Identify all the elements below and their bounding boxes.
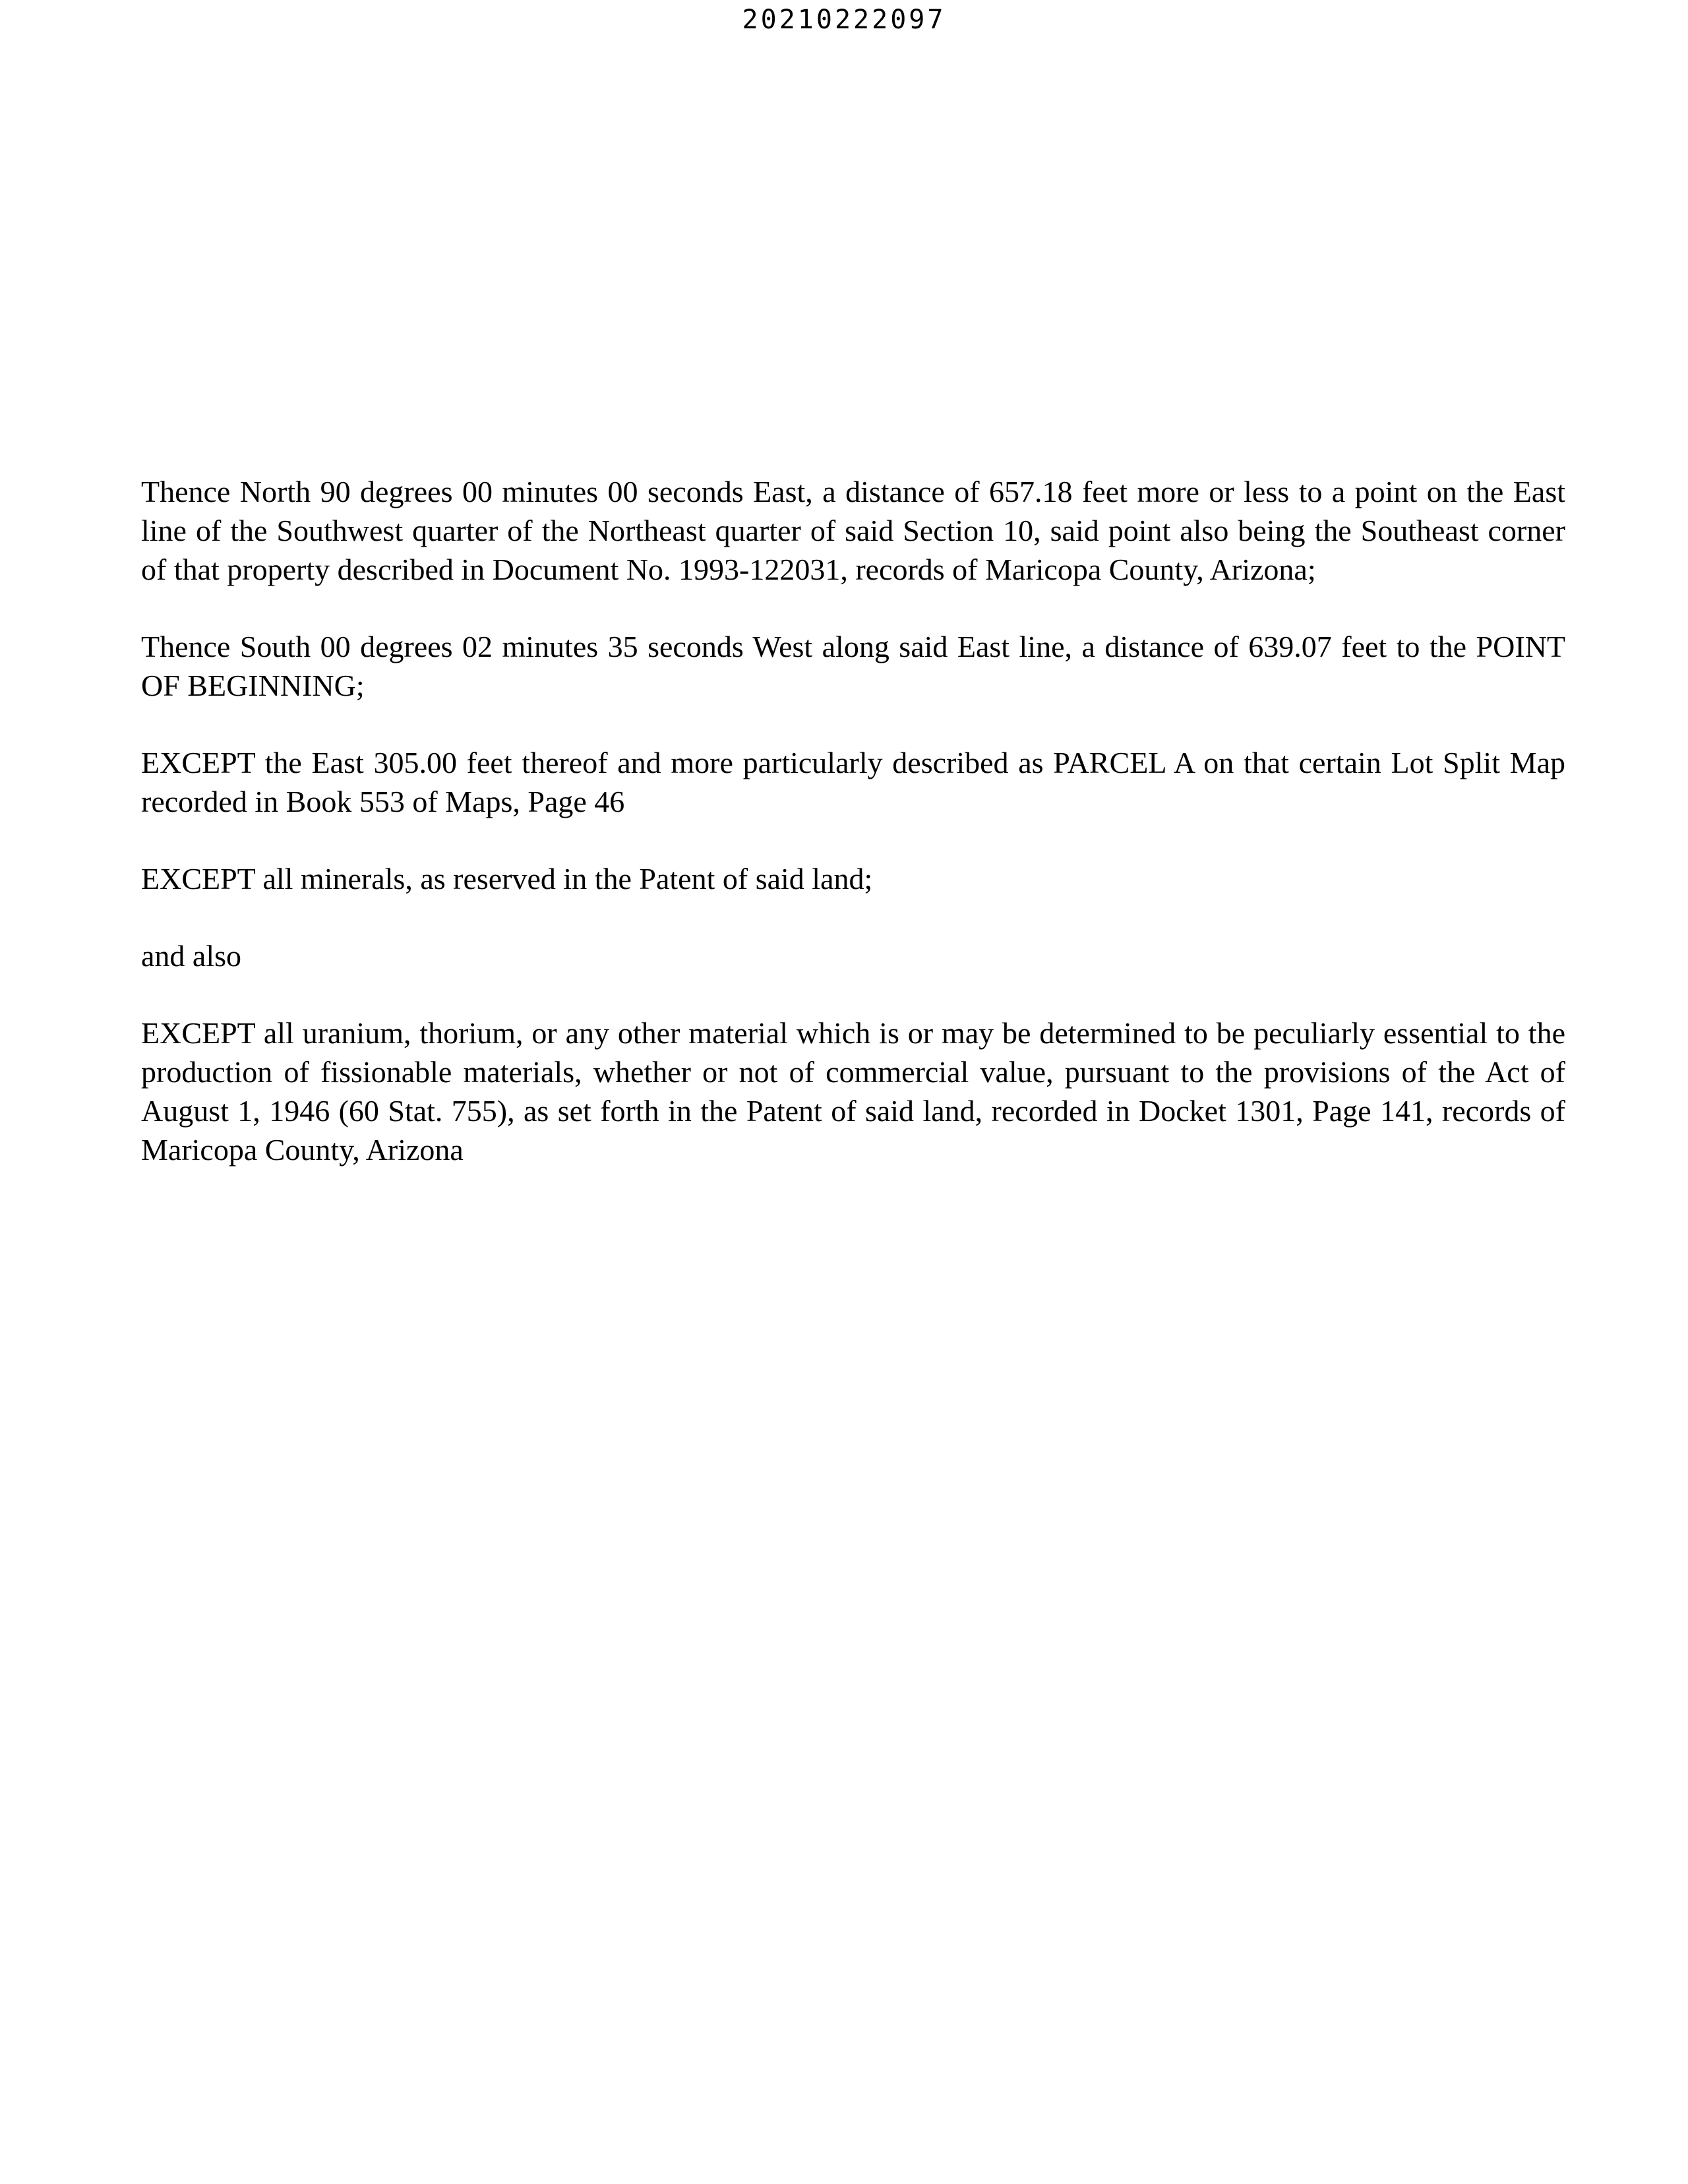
paragraph-and-also: and also: [141, 939, 242, 973]
paragraph-except-uranium: EXCEPT all uranium, thorium, or any other material which is or may be determined to be peculiarly essential to the production of fissionable materials, whether or not of commercial value, pursuant to the provisions of the Act of August 1, 1946 (60 Stat. 755), as set forth in the Patent of said land, recorded in Docket 1301, Page 141, records of Maricopa County, Arizona: [141, 1016, 1565, 1167]
paragraph-thence-south: Thence South 00 degrees 02 minutes 35 seconds West along said East line, a distance of 639.07 feet to the POINT OF BEGINNING;: [141, 630, 1565, 702]
paragraph-except-minerals: EXCEPT all minerals, as reserved in the Patent of said land;: [141, 862, 873, 895]
legal-description: [141, 472, 1565, 1207]
paragraph-except-east: EXCEPT the East 305.00 feet thereof and more particularly described as PARCEL A on that certain Lot Split Map recorded in Book 553 of Maps, Page 46: [141, 746, 1565, 818]
paragraph-thence-north: Thence North 90 degrees 00 minutes 00 seconds East, a distance of 657.18 feet more or less to a point on the East line of the Southwest quarter of the Northeast quarter of said Section 10, said point also being the Southeast corner of that property described in Document No. 1993-122031, records of Maricopa County, Arizona;: [141, 475, 1565, 586]
recording-number: 20210222097: [742, 5, 946, 35]
